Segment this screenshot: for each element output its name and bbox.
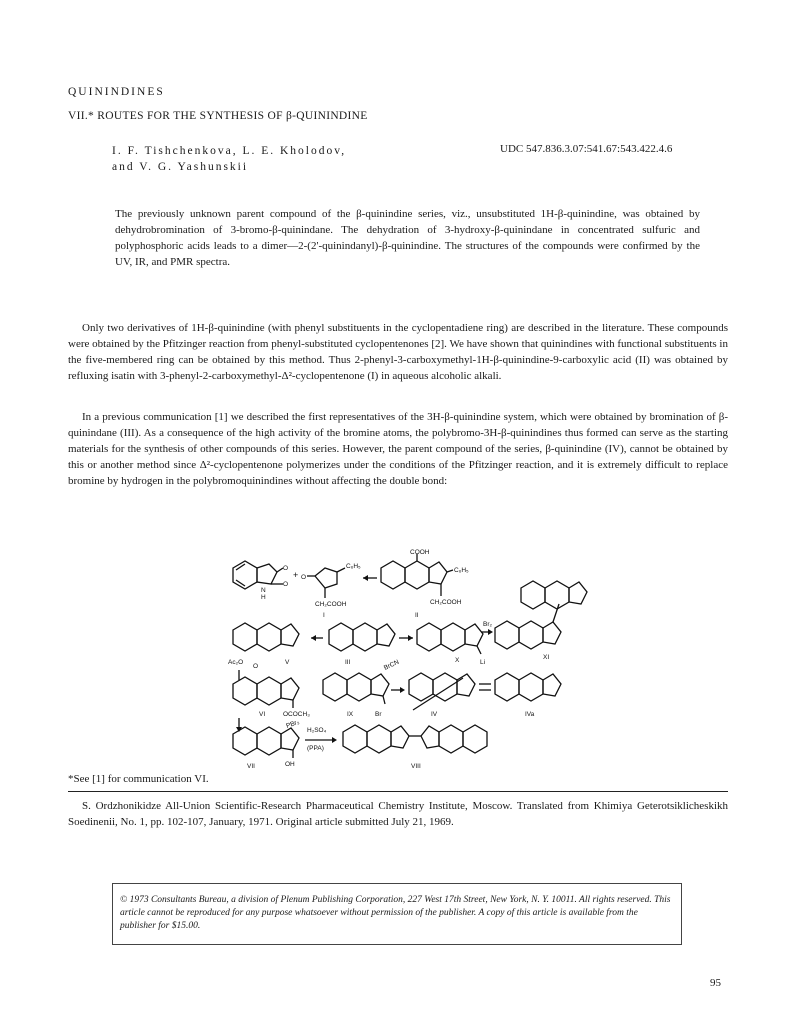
- compound-label-II: II: [415, 612, 419, 619]
- isatin-oxygen-2: O: [283, 581, 289, 588]
- bromo-label: Br: [375, 711, 382, 718]
- reaction-scheme: [225, 546, 597, 776]
- phosphorus-tribromide-label: PBr₃: [285, 718, 301, 730]
- authors: [112, 143, 346, 175]
- body-paragraph-2: [68, 409, 728, 489]
- compound-X-structure: [417, 623, 483, 654]
- footnote: *See [1] for communication VI.: [68, 773, 209, 785]
- abstract: The previously unknown parent compound of the β-quinindine series, viz., unsubstituted 1H-β-quinindine, was obtained by dehydrobromination of 3-bromo-β-quinindane. The dehydration of 3-hydroxy-β-quinindane in concentrated sulfuric and polyphosphoric acids leads to a dimer—2-(2'-quinindanyl)-β-quinindine. The structures of the compounds were confirmed by the UV, IR, and PMR spectra.: [115, 208, 700, 268]
- cyanogen-bromide-label: BrCN: [382, 658, 401, 672]
- isatin-oxygen-1: O: [283, 565, 289, 572]
- isatin-structure: [233, 561, 283, 589]
- udc-code: UDC 547.836.3.07:541.67:543.422.4.6: [500, 143, 673, 155]
- cyclopentenone-structure: [307, 568, 345, 598]
- n-oxide-label: O: [253, 663, 259, 670]
- isatin-hydrogen: H: [261, 594, 266, 601]
- compound-VII-structure: [233, 727, 299, 758]
- carboxyl-label: COOH: [410, 549, 430, 556]
- compound-label-XI: XI: [543, 654, 550, 661]
- divider-rule: [68, 791, 728, 792]
- compound-XI-structure: [495, 581, 587, 649]
- acetic-anhydride-label: Ac₂O: [228, 659, 244, 666]
- compound-label-V: V: [285, 659, 290, 666]
- hydroxy-label: OH: [285, 761, 295, 768]
- lithium-label: Li: [480, 659, 486, 666]
- carboxymethyl-label-2: CH₂COOH: [430, 599, 462, 606]
- compound-VI-structure: [233, 677, 299, 708]
- series-title: QUININDINES: [68, 86, 165, 98]
- affiliation-note: S. Ordzhonikidze All-Union Scientific-Research Pharmaceutical Chemistry Institute, Moscow. Translated from Khimiya Geterotsiklicheskikh Soedinenii, No. 1, pp. 102-107, January, 1971. Original article submitted July 21, 1969.: [68, 800, 728, 828]
- compound-V-structure: [233, 623, 299, 651]
- acetoxy-label: OCOCH₃: [283, 711, 310, 718]
- ketone-oxygen: O: [301, 574, 307, 581]
- compound-label-VIII: VIII: [411, 763, 421, 770]
- compound-IX-structure: [323, 673, 389, 704]
- paragraph-text: In a previous communication [1] we described the first representatives of the 3H-β-quinindine system, which were obtained by bromination of β-quinindane (III). As a consequence of the high activity of the bromine atoms, the polybromo-3H-β-quinindines thus formed can serve as the starting materials for the synthesis of other compounds of this series. However, the parent compound of the series, β-quinindine (IV), cannot be obtained by this or another method since Δ²-cyclopentenone polymerizes under the conditions of the Pfitzinger reaction, and it is extremely difficult to replace bromine by hydrogen in the polybromoquinindines without affecting the double bond:: [68, 411, 728, 487]
- article-title: VII.* ROUTES FOR THE SYNTHESIS OF β-QUININDINE: [68, 110, 368, 122]
- compound-IV-structure: [409, 673, 475, 701]
- authors-line-2: and V. G. Yashunskii: [112, 161, 249, 173]
- copyright-notice: © 1973 Consultants Bureau, a division of Plenum Publishing Corporation, 227 West 17th Street, New York, N. Y. 10011. All rights reserved. This article cannot be reproduced for any purpose whatsoever without permission of the publisher. A copy of this article is available from the publisher for $15.00.: [120, 895, 671, 931]
- plus-sign: +: [293, 570, 299, 580]
- authors-line-1: I. F. Tishchenkova, L. E. Kholodov,: [112, 145, 347, 157]
- compound-label-I: I: [323, 612, 325, 619]
- phenyl-label-1: C₆H₅: [346, 563, 361, 570]
- bromine-reagent-label: Br₂: [483, 621, 493, 628]
- compound-label-VI: VI: [259, 711, 266, 718]
- compound-VIII-structure: [343, 725, 487, 753]
- body-paragraph-1: [68, 320, 728, 384]
- phenyl-label-2: C₆H₅: [454, 567, 469, 574]
- compound-label-IX: IX: [347, 711, 354, 718]
- compound-label-VII: VII: [247, 763, 255, 770]
- polyphosphoric-acid-label: (PPA): [307, 745, 324, 752]
- compound-III-structure: [329, 623, 395, 651]
- sulfuric-acid-label: H₂SO₄: [307, 727, 327, 734]
- isatin-nitrogen: N: [261, 587, 266, 594]
- compound-label-IV: IV: [431, 711, 438, 718]
- paragraph-text: Only two derivatives of 1H-β-quinindine (with phenyl substituents in the cyclopentadiene ring) are described in the literature. These compounds were obtained by the Pfitzinger reaction from phenyl-substituted cyclopentenones [2]. We have shown that quinindines with functional substituents in the five-membered ring can be obtained by this method. Thus 2-phenyl-3-carboxymethyl-1H-β-quinindine-9-carboxylic acid (II) was obtained by refluxing isatin with 3-phenyl-2-carboxymethyl-Δ²-cyclopentenone (I) in aqueous alcoholic alkali.: [68, 322, 728, 382]
- compound-label-III: III: [345, 659, 351, 666]
- compound-label-IVa: IVa: [525, 711, 535, 718]
- arrow-VIII-to-IVa: [413, 678, 463, 710]
- compound-label-X: X: [455, 657, 460, 664]
- carboxymethyl-label-1: CH₂COOH: [315, 601, 347, 608]
- compound-II-structure: [381, 554, 453, 596]
- page-number: 95: [710, 977, 721, 989]
- compound-IVa-structure: [495, 673, 561, 701]
